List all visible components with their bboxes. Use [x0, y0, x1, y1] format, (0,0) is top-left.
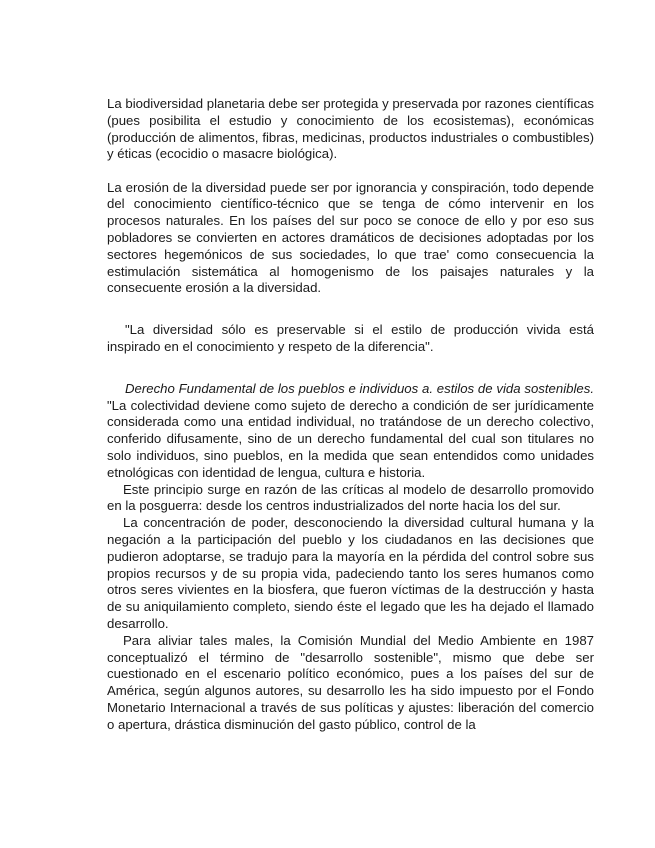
paragraph-heading-italic: Derecho Fundamental de los pueblos e individuos a. estilos de vida sostenibles.	[125, 380, 594, 396]
document-page	[107, 96, 594, 734]
paragraph-derecho-text: "La colectividad deviene como sujeto de derecho a condición de ser jurídicamente considerada como una entidad individual, no tratándose de un derecho colectivo, conferido difusamente, sino de un derecho fundamental del cual son titulares no solo individuos, sino pueblos, en la medida que sean entendidos como unidades etnológicas con identidad de lengua, cultura e historia.	[107, 397, 594, 480]
paragraph-concentracion: La concentración de poder, desconociendo la diversidad cultural humana y la negación a la participación del pueblo y los ciudadanos en las decisiones que pudieron adoptarse, se tradujo para la mayoría en la pérdida del control sobre sus propios recursos y de su propia vida, padeciendo tanto los seres humanos como otros seres vivientes en la biosfera, que fueron víctimas de la destrucción y hasta de su aniquilamiento completo, siendo éste el legado que les ha dejado el llamado desarrollo.	[107, 515, 594, 632]
paragraph-principio: Este principio surge en razón de las críticas al modelo de desarrollo promovido en la posguerra: desde los centros industrializados del norte hacia los del sur.	[107, 481, 594, 514]
paragraph-erosion: La erosión de la diversidad puede ser por ignorancia y conspiración, todo depende del conocimiento científico-técnico que se tenga de cómo intervenir en los procesos naturales. En los países del sur poco se conoce de ello y por eso sus pobladores se convierten en actores dramáticos de decisiones adoptadas por los sectores hegemónicos de sus sociedades, lo que trae' como consecuencia la estimulación sistemática al homogenismo de los paisajes naturales y la consecuente erosión a la diversidad.	[107, 179, 594, 296]
paragraph-derecho-fundamental	[107, 381, 594, 482]
paragraph-biodiversidad: La biodiversidad planetaria debe ser protegida y preservada por razones científicas (pues posibilita el estudio y conocimiento de los ecosistemas), económicas (producción de alimentos, fibras, medicinas, productos industriales o combustibles) y éticas (ecocidio o masacre biológica).	[107, 96, 594, 162]
paragraph-quote: "La diversidad sólo es preservable si el estilo de producción vivida está inspirado en el conocimiento y respeto de la diferencia".	[107, 322, 594, 355]
paragraph-comision: Para aliviar tales males, la Comisión Mundial del Medio Ambiente en 1987 conceptualizó el término de "desarrollo sostenible", mismo que debe ser cuestionado en el escenario político económico, pues a los países del sur de América, según algunos autores, su desarrollo les ha sido impuesto por el Fondo Monetario Internacional a través de sus políticas y ajustes: liberación del comercio o apertura, drástica disminución del gasto público, control de la	[107, 632, 594, 732]
